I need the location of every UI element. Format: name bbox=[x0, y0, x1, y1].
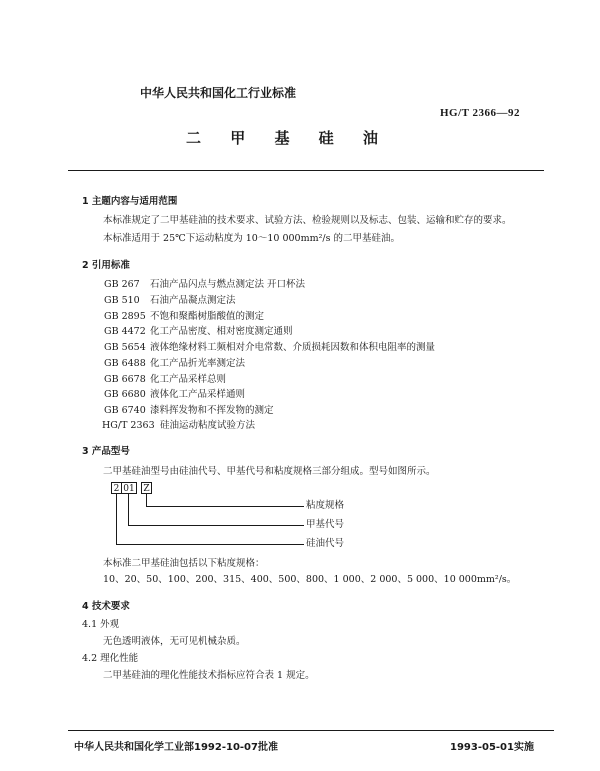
methyl-code-box: 01 bbox=[121, 482, 137, 494]
section-3-heading: 3 产品型号 bbox=[82, 446, 130, 457]
reference-item bbox=[104, 279, 305, 291]
footer-divider bbox=[68, 730, 554, 731]
subsection-4-2-text: 二甲基硅油的理化性能技术指标应符合表 1 规定。 bbox=[103, 670, 315, 681]
reference-title: 液体化工产品采样通则 bbox=[150, 389, 246, 400]
implementation-date: 1993-05-01实施 bbox=[450, 742, 534, 753]
section-4-heading: 4 技术要求 bbox=[82, 601, 130, 612]
reference-item bbox=[104, 374, 226, 386]
viscosity-leader bbox=[146, 506, 304, 507]
silicone-leader bbox=[116, 544, 304, 545]
reference-code: HG/T 2363 bbox=[102, 420, 155, 431]
silicone-connector bbox=[116, 494, 117, 544]
subsection-4-2-heading: 4.2 理化性能 bbox=[82, 653, 139, 664]
viscosity-spec-label: 粘度规格 bbox=[306, 500, 345, 511]
reference-item bbox=[104, 326, 293, 338]
reference-code: GB 267 bbox=[104, 279, 140, 290]
section-1-paragraph-1: 本标准规定了二甲基硅油的技术要求、试验方法、检验规则以及标志、包装、运输和贮存的要求。 bbox=[103, 215, 512, 226]
reference-code: GB 2895 bbox=[104, 311, 146, 322]
reference-item bbox=[104, 405, 274, 417]
document-title: 二 甲 基 硅 油 bbox=[186, 129, 390, 147]
reference-item bbox=[102, 420, 255, 432]
subsection-4-1-heading: 4.1 外观 bbox=[82, 619, 120, 630]
reference-title: 不饱和聚酯树脂酸值的测定 bbox=[150, 311, 265, 322]
silicone-code-label: 硅油代号 bbox=[306, 538, 345, 549]
reference-title: 石油产品闪点与燃点测定法 开口杯法 bbox=[150, 279, 306, 290]
header-divider bbox=[68, 170, 544, 171]
reference-code: GB 6678 bbox=[104, 374, 146, 385]
approval-line: 中华人民共和国化学工业部1992-10-07批准 bbox=[74, 742, 278, 753]
reference-code: GB 6488 bbox=[104, 358, 146, 369]
subsection-4-1-text: 无色透明液体，无可见机械杂质。 bbox=[103, 636, 246, 647]
viscosity-connector bbox=[146, 494, 147, 506]
viscosity-list: 10、20、50、100、200、315、400、500、800、1 000、2 000、5 000、10 000mm²/s。 bbox=[103, 574, 517, 585]
reference-code: GB 6740 bbox=[104, 405, 146, 416]
reference-code: GB 510 bbox=[104, 295, 140, 306]
reference-title: 硅油运动粘度试验方法 bbox=[160, 420, 256, 431]
section-3-intro: 二甲基硅油型号由硅油代号、甲基代号和粘度规格三部分组成。型号如图所示。 bbox=[103, 466, 436, 477]
reference-code: GB 4472 bbox=[104, 326, 146, 337]
silicone-code-box: 2 bbox=[111, 482, 122, 494]
viscosity-intro: 本标准二甲基硅油包括以下粘度规格： bbox=[103, 558, 265, 569]
section-2-heading: 2 引用标准 bbox=[82, 260, 130, 271]
methyl-code-label: 甲基代号 bbox=[306, 519, 345, 530]
reference-title: 液体绝缘材料工频相对介电常数、介质损耗因数和体积电阻率的测量 bbox=[150, 342, 436, 353]
reference-title: 化工产品折光率测定法 bbox=[150, 358, 246, 369]
reference-item bbox=[104, 358, 245, 370]
viscosity-code-box: Z bbox=[141, 482, 152, 494]
reference-code: GB 6680 bbox=[104, 389, 146, 400]
methyl-connector bbox=[128, 494, 129, 525]
reference-title: 漆料挥发物和不挥发物的测定 bbox=[150, 405, 274, 416]
reference-title: 化工产品密度、相对密度测定通则 bbox=[150, 326, 293, 337]
methyl-leader bbox=[128, 525, 304, 526]
reference-code: GB 5654 bbox=[104, 342, 146, 353]
reference-item bbox=[104, 295, 236, 307]
standard-number: HG/T 2366—92 bbox=[440, 107, 521, 119]
reference-title: 化工产品采样总则 bbox=[150, 374, 227, 385]
reference-item bbox=[104, 342, 435, 354]
reference-item bbox=[104, 389, 245, 401]
section-1-heading: 1 主题内容与适用范围 bbox=[82, 196, 178, 207]
section-1-paragraph-2: 本标准适用于 25℃下运动粘度为 10～10 000mm²/s 的二甲基硅油。 bbox=[103, 233, 401, 244]
reference-item bbox=[104, 311, 264, 323]
reference-title: 石油产品凝点测定法 bbox=[150, 295, 236, 306]
issuing-authority-title: 中华人民共和国化工行业标准 bbox=[140, 86, 297, 100]
